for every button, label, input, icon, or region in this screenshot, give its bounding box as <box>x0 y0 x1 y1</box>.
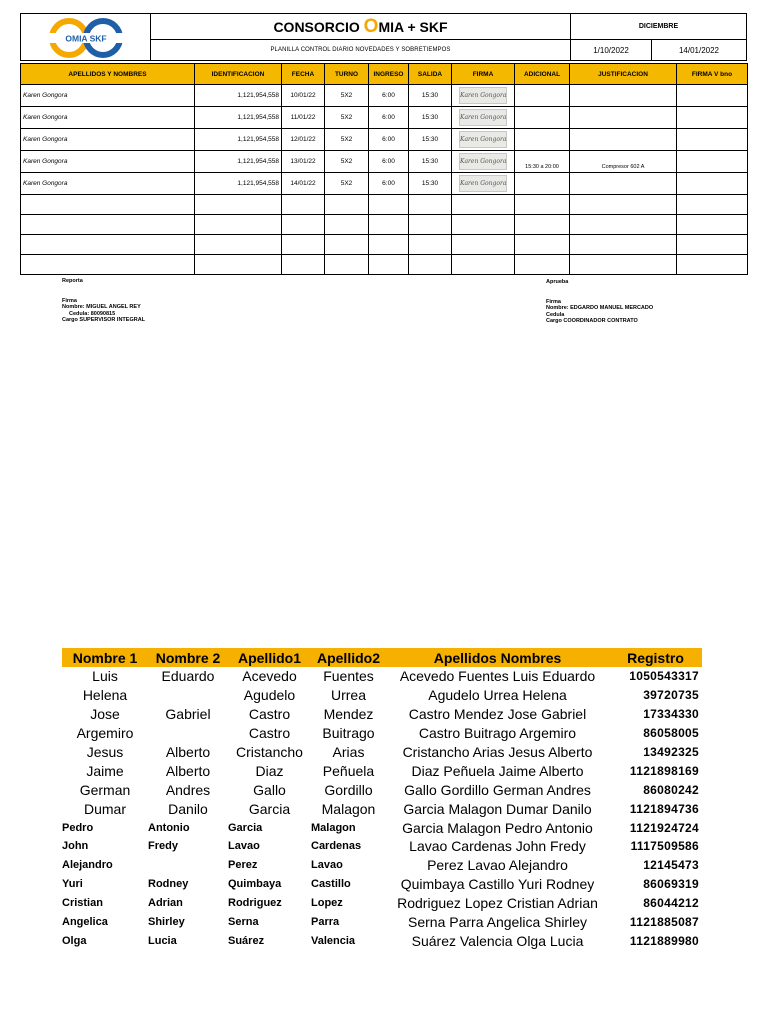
form-title <box>150 13 571 40</box>
register-cell-full: Serna Parra Angelica Shirley <box>408 914 587 931</box>
title-suffix: MIA + SKF <box>378 18 448 35</box>
register-cell-reg: 17334330 <box>643 707 699 722</box>
cell-in: 6:00 <box>369 173 409 195</box>
empty-cell <box>515 255 570 275</box>
register-cell-n1: Olga <box>62 934 87 947</box>
empty-cell <box>570 195 677 215</box>
register-cell-a2: Castillo <box>311 878 351 891</box>
register-cell-a2: Cardenas <box>311 840 362 853</box>
register-cell-reg: 86069319 <box>643 877 699 892</box>
empty-cell <box>452 235 515 255</box>
empty-cell <box>325 255 369 275</box>
empty-row <box>21 215 748 235</box>
register-cell-n1: Jaime <box>86 762 124 779</box>
empty-cell <box>409 195 452 215</box>
empty-cell <box>409 235 452 255</box>
empty-cell <box>21 195 195 215</box>
cell-approval <box>677 129 748 151</box>
register-column-header: Apellidos Nombres <box>386 648 609 667</box>
empty-cell <box>369 215 409 235</box>
empty-cell <box>409 215 452 235</box>
register-cell-a2: Lavao <box>311 859 343 872</box>
form-header <box>20 13 747 61</box>
register-cell-reg: 13492325 <box>643 745 699 759</box>
approver-heading: Aprueba <box>546 279 569 285</box>
empty-cell <box>452 215 515 235</box>
cell-id: 1,121,954,558 <box>195 85 282 107</box>
register-cell-n2: Andres <box>165 781 211 798</box>
cell-id: 1,121,954,558 <box>195 107 282 129</box>
logo-cell <box>20 13 151 61</box>
cell-extra: 15:30 a 20:00 <box>515 151 570 173</box>
table-row <box>21 107 748 129</box>
register-cell-a2: Mendez <box>323 706 374 723</box>
empty-cell <box>325 215 369 235</box>
register-column-header: Apellido1 <box>228 648 311 667</box>
cell-out: 15:30 <box>409 107 452 129</box>
empty-cell <box>677 215 748 235</box>
table-row <box>21 85 748 107</box>
register-cell-reg: 1121889980 <box>629 933 699 948</box>
register-cell-full: Acevedo Fuentes Luis Eduardo <box>399 668 596 685</box>
cell-justification: Compresor 602 A <box>570 151 677 173</box>
cell-out: 15:30 <box>409 151 452 173</box>
register-cell-reg: 1121885087 <box>629 915 699 930</box>
register-cell-n1: Dumar <box>83 800 126 817</box>
register-cell-n1: Angelica <box>62 916 108 929</box>
column-header: FIRMA V bno <box>677 64 748 85</box>
register-cell-n2: Shirley <box>148 916 185 929</box>
register-cell-a2: Parra <box>311 916 340 929</box>
register-cell-a1: Garcia <box>248 800 291 817</box>
register-cell-a1: Gallo <box>253 781 286 798</box>
register-row <box>62 761 702 780</box>
register-cell-full: Perez Lavao Alejandro <box>427 857 568 874</box>
title-o: O <box>363 15 379 37</box>
table-row <box>21 151 748 173</box>
empty-cell <box>570 215 677 235</box>
register-cell-full: Cristancho Arias Jesus Alberto <box>402 744 593 760</box>
register-cell-full: Quimbaya Castillo Yuri Rodney <box>400 876 595 893</box>
cell-id: 1,121,954,558 <box>195 173 282 195</box>
cell-shift: 5X2 <box>325 129 369 151</box>
column-header: IDENTIFICACION <box>195 64 282 85</box>
register-row <box>62 686 702 705</box>
cell-name: Karen Gongora <box>21 129 195 151</box>
empty-row <box>21 235 748 255</box>
signature-cell <box>452 129 515 151</box>
signature-image: Karen Gongora <box>459 175 507 192</box>
register-cell-reg: 86058005 <box>643 726 699 741</box>
reporter-signature-label: Firma <box>62 297 77 304</box>
register-cell-n1: Jose <box>90 706 120 723</box>
register-cell-n2: Fredy <box>148 840 178 853</box>
register-cell-a1: Castro <box>248 725 291 742</box>
column-header: TURNO <box>325 64 369 85</box>
signature-image: Karen Gongora <box>459 109 507 126</box>
register-row <box>62 913 702 932</box>
register-cell-n2: Danilo <box>168 800 208 817</box>
register-table <box>62 648 702 950</box>
empty-cell <box>570 235 677 255</box>
empty-cell <box>282 255 325 275</box>
register-cell-reg: 1121898169 <box>629 763 699 778</box>
empty-cell <box>195 255 282 275</box>
register-row <box>62 931 702 950</box>
register-cell-a2: Fuentes <box>323 668 374 685</box>
cell-name: Karen Gongora <box>21 151 195 173</box>
cell-date: 10/01/22 <box>282 85 325 107</box>
cell-date: 11/01/22 <box>282 107 325 129</box>
empty-cell <box>21 255 195 275</box>
reporter-block <box>62 278 145 324</box>
register-cell-full: Castro Mendez Jose Gabriel <box>408 706 587 723</box>
attendance-header-row <box>21 64 748 85</box>
cell-in: 6:00 <box>369 129 409 151</box>
register-cell-reg: 12145473 <box>643 858 699 873</box>
register-cell-a2: Arias <box>332 744 365 760</box>
register-cell-n2 <box>148 724 228 743</box>
cell-extra <box>515 173 570 195</box>
register-cell-n2: Rodney <box>148 878 189 891</box>
reporter-id: Cedula: 80090815 <box>69 310 116 317</box>
cell-approval <box>677 173 748 195</box>
cell-date: 14/01/22 <box>282 173 325 195</box>
empty-cell <box>452 255 515 275</box>
register-cell-reg: 1117509586 <box>630 839 699 854</box>
column-header: INGRESO <box>369 64 409 85</box>
register-header-row <box>62 648 702 667</box>
cell-in: 6:00 <box>369 85 409 107</box>
register-cell-full: Diaz Peñuela Jaime Alberto <box>411 762 584 779</box>
cell-justification <box>570 173 677 195</box>
signature-cell <box>452 151 515 173</box>
empty-cell <box>282 215 325 235</box>
register-cell-a1: Perez <box>228 859 258 872</box>
register-cell-n2: Eduardo <box>161 668 215 685</box>
column-header: JUSTIFICACION <box>570 64 677 85</box>
cell-justification <box>570 107 677 129</box>
register-cell-n1: Yuri <box>62 878 83 891</box>
register-column-header: Apellido2 <box>311 648 386 667</box>
cell-in: 6:00 <box>369 107 409 129</box>
register-cell-a2: Peñuela <box>322 762 375 779</box>
column-header: ADICIONAL <box>515 64 570 85</box>
signature-image: Karen Gongora <box>459 153 507 170</box>
form-subtitle: PLANILLA CONTROL DIARIO NOVEDADES Y SOBRETIEMPOS <box>150 39 571 61</box>
register-cell-full: Gallo Gordillo German Andres <box>404 781 591 798</box>
register-cell-full: Castro Buitrago Argemiro <box>418 725 577 742</box>
register-cell-n2: Antonio <box>148 821 190 834</box>
cell-justification <box>570 129 677 151</box>
register-row <box>62 724 702 743</box>
register-cell-a2: Malagon <box>311 821 356 834</box>
signature-cell <box>452 85 515 107</box>
approver-role: Cargo COORDINADOR CONTRATO <box>546 318 638 324</box>
register-cell-a1: Rodriguez <box>228 897 282 910</box>
signature-image: Karen Gongora <box>459 131 507 148</box>
register-cell-a1: Serna <box>228 916 259 929</box>
cell-extra <box>515 107 570 129</box>
register-cell-full: Garcia Malagon Dumar Danilo <box>403 800 592 817</box>
date-to: 14/01/2022 <box>651 39 747 61</box>
empty-cell <box>677 235 748 255</box>
register-cell-full: Garcia Malagon Pedro Antonio <box>402 819 593 836</box>
empty-cell <box>369 255 409 275</box>
empty-row <box>21 255 748 275</box>
register-cell-full: Suárez Valencia Olga Lucia <box>411 932 584 949</box>
register-cell-reg: 1121924724 <box>629 820 699 835</box>
cell-date: 13/01/22 <box>282 151 325 173</box>
empty-cell <box>21 235 195 255</box>
register-row <box>62 780 702 799</box>
register-row <box>62 875 702 894</box>
company-logo-icon <box>43 18 129 58</box>
register-cell-full: Rodriguez Lopez Cristian Adrian <box>397 895 598 912</box>
cell-approval <box>677 107 748 129</box>
empty-cell <box>325 195 369 215</box>
cell-approval <box>677 151 748 173</box>
daily-control-form <box>20 13 747 275</box>
column-header: APELLIDOS Y NOMBRES <box>21 64 195 85</box>
register-row <box>62 743 702 762</box>
cell-name: Karen Gongora <box>21 173 195 195</box>
attendance-table <box>20 63 748 275</box>
register-cell-n2: Alberto <box>165 762 211 779</box>
logo-text: OMIA SKF <box>65 33 107 44</box>
register-cell-a2: Gordillo <box>324 781 373 798</box>
cell-in: 6:00 <box>369 151 409 173</box>
table-row <box>21 173 748 195</box>
empty-cell <box>515 195 570 215</box>
register-cell-a1: Cristancho <box>236 744 303 760</box>
empty-cell <box>282 235 325 255</box>
register-cell-n2: Gabriel <box>165 706 211 723</box>
cell-out: 15:30 <box>409 129 452 151</box>
cell-name: Karen Gongora <box>21 107 195 129</box>
cell-shift: 5X2 <box>325 151 369 173</box>
approver-name: Nombre: EDGARDO MANUEL MERCADO <box>546 305 654 311</box>
register-cell-a2: Urrea <box>330 687 366 704</box>
signature-image: Karen Gongora <box>459 87 507 104</box>
register-cell-n2: Adrian <box>148 897 183 910</box>
register-cell-n1: Cristian <box>62 897 103 910</box>
register-cell-a2: Buitrago <box>322 725 375 742</box>
register-cell-reg: 86044212 <box>643 896 699 911</box>
register-cell-a1: Castro <box>248 706 291 723</box>
register-row <box>62 705 702 724</box>
register-cell-n1: Helena <box>82 687 128 704</box>
register-column-header: Nombre 1 <box>62 648 148 667</box>
date-from: 1/10/2022 <box>570 39 652 61</box>
signature-cell <box>452 107 515 129</box>
register-cell-n2: Lucia <box>148 934 177 947</box>
approver-id: Cedula <box>546 311 565 318</box>
reporter-heading: Reporta <box>62 278 83 284</box>
register-cell-n1: Pedro <box>62 821 94 834</box>
register-cell-a1: Acevedo <box>242 668 297 685</box>
empty-cell <box>515 215 570 235</box>
cell-id: 1,121,954,558 <box>195 129 282 151</box>
empty-cell <box>21 215 195 235</box>
title-prefix: CONSORCIO <box>273 18 360 35</box>
cell-shift: 5X2 <box>325 107 369 129</box>
register-cell-reg: 1050543317 <box>629 669 699 684</box>
cell-out: 15:30 <box>409 173 452 195</box>
register-cell-reg: 86080242 <box>643 782 699 797</box>
register-column-header: Registro <box>609 648 702 667</box>
empty-cell <box>195 215 282 235</box>
empty-cell <box>515 235 570 255</box>
approver-signature-label: Firma <box>546 298 561 305</box>
empty-cell <box>325 235 369 255</box>
register-cell-n2: Alberto <box>165 744 211 760</box>
reporter-role: Cargo SUPERVISOR INTEGRAL <box>62 317 146 323</box>
table-row <box>21 129 748 151</box>
column-header: FIRMA <box>452 64 515 85</box>
month-label: DICIEMBRE <box>570 13 747 40</box>
register-row <box>62 894 702 913</box>
empty-cell <box>195 195 282 215</box>
register-cell-n1: German <box>79 781 131 798</box>
register-cell-a1: Garcia <box>228 821 263 834</box>
reporter-name: Nombre: MIGUEL ANGEL REY <box>62 304 141 310</box>
register-row <box>62 856 702 875</box>
register-cell-a2: Lopez <box>311 897 343 910</box>
signature-cell <box>452 173 515 195</box>
empty-row <box>21 195 748 215</box>
empty-cell <box>677 195 748 215</box>
cell-name: Karen Gongora <box>21 85 195 107</box>
register-cell-n2 <box>148 686 228 705</box>
cell-shift: 5X2 <box>325 173 369 195</box>
cell-out: 15:30 <box>409 85 452 107</box>
cell-approval <box>677 85 748 107</box>
column-header: SALIDA <box>409 64 452 85</box>
register-row <box>62 837 702 856</box>
register-row <box>62 667 702 686</box>
register-cell-reg: 1121894736 <box>629 801 699 816</box>
cell-justification <box>570 85 677 107</box>
empty-cell <box>369 195 409 215</box>
register-cell-a1: Agudelo <box>243 687 296 704</box>
register-cell-n1: Jesus <box>86 744 124 760</box>
register-cell-full: Lavao Cardenas John Fredy <box>409 838 586 855</box>
register-cell-full: Agudelo Urrea Helena <box>428 687 567 704</box>
register-cell-reg: 39720735 <box>643 688 699 703</box>
register-cell-n1: Luis <box>92 668 118 685</box>
empty-cell <box>570 255 677 275</box>
register-column-header: Nombre 2 <box>148 648 228 667</box>
column-header: FECHA <box>282 64 325 85</box>
register-cell-n1: Argemiro <box>76 725 134 742</box>
empty-cell <box>282 195 325 215</box>
empty-cell <box>677 255 748 275</box>
empty-cell <box>195 235 282 255</box>
register-cell-n1: John <box>62 840 89 853</box>
register-cell-a2: Valencia <box>311 934 356 947</box>
empty-cell <box>409 255 452 275</box>
register-cell-n1: Alejandro <box>62 859 113 872</box>
empty-cell <box>369 235 409 255</box>
register-cell-a1: Diaz <box>255 762 284 779</box>
register-cell-n2 <box>148 856 228 875</box>
cell-extra <box>515 85 570 107</box>
cell-shift: 5X2 <box>325 85 369 107</box>
register-cell-a1: Lavao <box>228 840 260 853</box>
register-row <box>62 818 702 837</box>
register-cell-a2: Malagon <box>321 800 376 817</box>
empty-cell <box>452 195 515 215</box>
register-cell-a1: Quimbaya <box>228 878 282 891</box>
register-row <box>62 799 702 818</box>
cell-date: 12/01/22 <box>282 129 325 151</box>
approver-block <box>546 279 653 325</box>
register-cell-a1: Suárez <box>228 934 265 947</box>
cell-extra <box>515 129 570 151</box>
cell-id: 1,121,954,558 <box>195 151 282 173</box>
